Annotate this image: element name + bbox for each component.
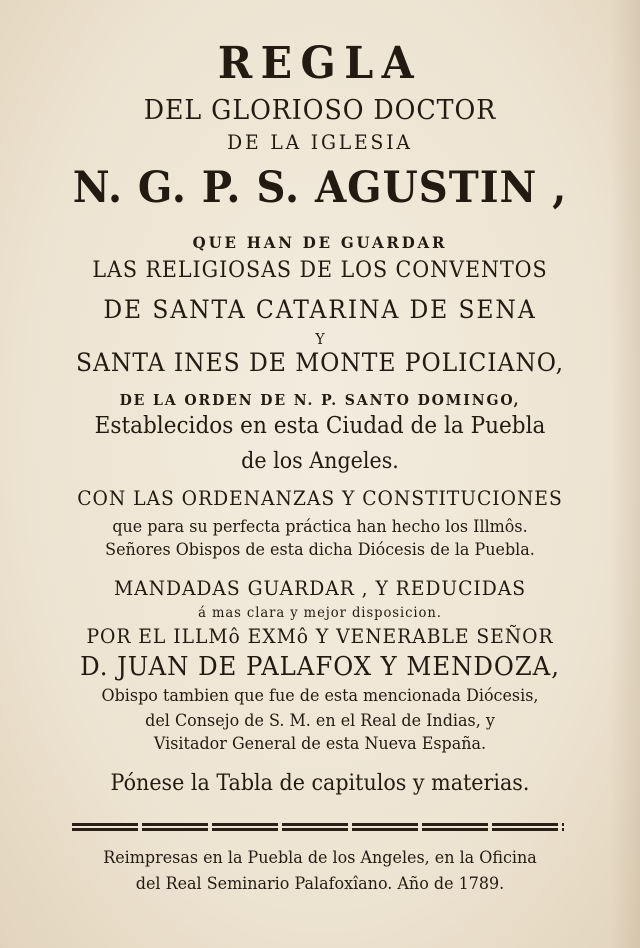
- text-religiosas: LAS RELIGIOSAS DE LOS CONVENTOS: [92, 258, 548, 283]
- imprint-seminario: del Real Seminario Palafoxîano. Año de 1789.: [135, 874, 505, 894]
- text-orden: DE LA ORDEN DE N. P. SANTO DOMINGO,: [119, 391, 521, 409]
- ornamental-rule: [72, 823, 564, 831]
- text-establecidos: Establecidos en esta Ciudad de la Puebla: [94, 413, 546, 439]
- text-santa-ines: SANTA INES DE MONTE POLICIANO,: [76, 348, 564, 377]
- text-senores: Señores Obispos de esta dicha Diócesis de la Puebla.: [105, 540, 535, 560]
- title-agustin: N. G. P. S. AGUSTIN ,: [72, 163, 568, 213]
- text-angeles: de los Angeles.: [241, 449, 399, 474]
- imprint-reimpresas: Reimpresas en la Puebla de los Angeles, en la Oficina: [103, 848, 537, 868]
- text-mandadas: MANDADAS GUARDAR , Y REDUCIDAS: [113, 576, 527, 600]
- text-consejo: del Consejo de S. M. en el Real de Indias, y: [145, 711, 495, 731]
- subtitle-iglesia: DE LA IGLESIA: [227, 130, 413, 154]
- page-edge-shadow: [610, 0, 640, 948]
- text-guardar: QUE HAN DE GUARDAR: [192, 233, 448, 252]
- title-regla: REGLA: [217, 38, 423, 89]
- text-santa-catarina: DE SANTA CATARINA DE SENA: [103, 295, 537, 324]
- text-obispo: Obispo tambien que fue de esta mencionada Diócesis,: [101, 686, 539, 706]
- text-perfecta: que para su perfecta práctica han hecho los Illmôs.: [112, 517, 528, 537]
- text-ilmo: POR EL ILLMô EXMô Y VENERABLE SEÑOR: [86, 624, 554, 648]
- text-tabla: Pónese la Tabla de capitulos y materias.: [110, 771, 530, 796]
- text-conjunction-y: Y: [315, 330, 325, 348]
- text-clara: á mas clara y mejor disposicion.: [198, 605, 442, 621]
- text-visitador: Visitador General de esta Nueva España.: [153, 734, 487, 754]
- text-ordenanzas: CON LAS ORDENANZAS Y CONSTITUCIONES: [77, 486, 563, 510]
- subtitle-glorioso: DEL GLORIOSO DOCTOR: [143, 95, 497, 126]
- text-juan-palafox: D. JUAN DE PALAFOX Y MENDOZA,: [80, 652, 560, 682]
